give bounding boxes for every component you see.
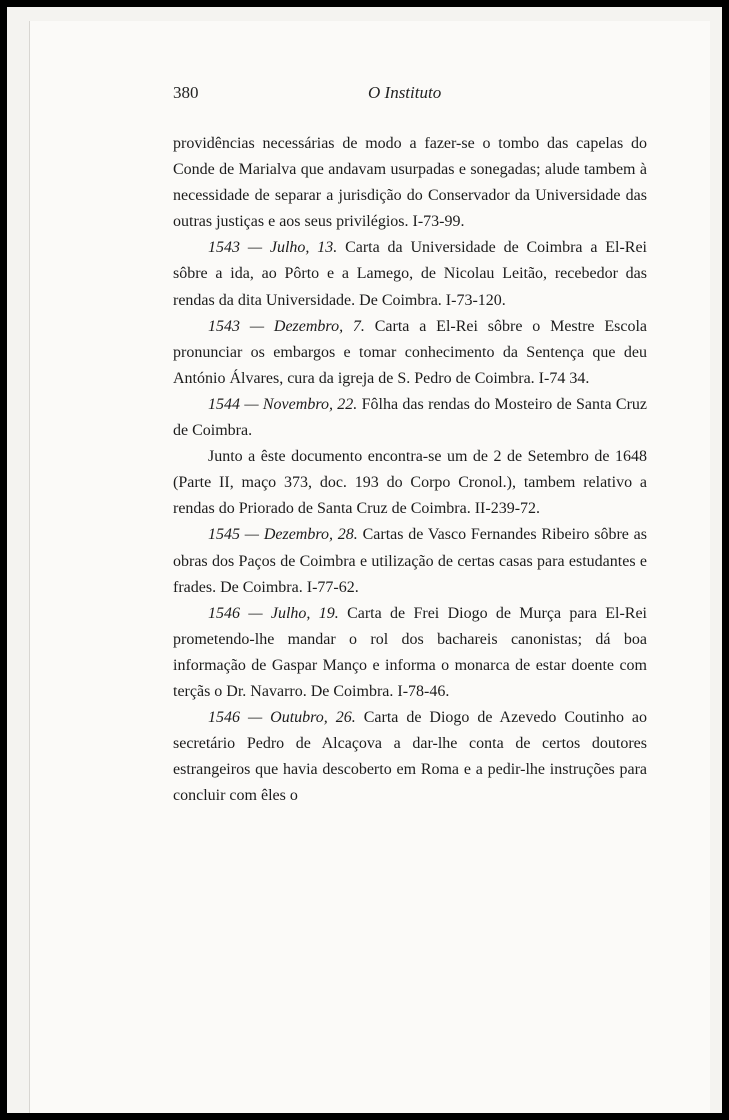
entry-paragraph [173,705,647,809]
entry-date: 1544 — Novembro, 22. [208,395,358,413]
entry-text: Fôlha das rendas do Mosteiro de Santa Cruz de Coimbra. [173,395,648,440]
entry-date: 1546 — Outubro, 26. [208,709,356,727]
page-header [30,83,710,107]
entry-paragraph [173,601,647,705]
entry-text: Carta de Diogo de Azevedo Coutinho ao secretário Pedro de Alcaçova a dar-lhe conta de certos doutores estrangeiros que havia descoberto em Roma e a pedir-lhe instruções para concluir com êles o [173,709,648,805]
entry-text: Cartas de Vasco Fernandes Ribeiro sôbre as obras dos Paços de Coimbra e utilização de certas casas para estudantes e frades. De Coimbra. I-77-62. [173,526,647,596]
entry-date: 1545 — Dezembro, 28. [208,526,358,544]
entry-paragraph [173,522,647,600]
entry-text: Carta a El-Rei sôbre o Mestre Escola pronunciar os embargos e tomar conhecimento da Sentença que deu António Álvares, cura da igreja de S. Pedro de Coimbra. I-74 34. [173,317,648,387]
running-title: O Instituto [368,83,442,102]
entry-text: Carta de Frei Diogo de Murça para El-Rei prometendo-lhe mandar o rol dos bachareis canonistas; dá boa informação de Gaspar Manço e informa o monarca de estar doente com terçãs o Dr. Navarro. De Coimbra. I-78-46. [173,604,648,700]
paragraph [173,444,647,522]
paragraph-text: Junto a êste documento encontra-se um de 2 de Setembro de 1648 (Parte II, maço 373, doc. 193 do Corpo Cronol.), tambem relativo a rendas do Priorado de Santa Cruz de Coimbra. II-239-72. [173,448,647,518]
paragraph-text: providências necessárias de modo a fazer-se o tombo das capelas do Conde de Marialva que andavam usurpadas e sonegadas; alude tambem à necessidade de separar a jurisdição do Conservador da Universidade das outras justiças e aos seus privilégios. I-73-99. [173,135,647,231]
entry-paragraph [173,235,647,313]
entry-date: 1546 — Julho, 19. [208,604,339,622]
scanned-sheet [7,7,722,1113]
entry-paragraph [173,392,647,444]
page-number: 380 [173,83,199,102]
paragraph [173,131,647,235]
entry-date: 1543 — Julho, 13. [208,239,338,257]
entry-paragraph [173,314,647,392]
page-body [173,131,647,809]
book-page [29,21,710,1113]
entry-text: Carta da Universidade de Coimbra a El-Rei sôbre a ida, ao Pôrto e a Lamego, de Nicolau Leitão, recebedor das rendas da dita Universidade. De Coimbra. I-73-120. [173,239,647,309]
entry-date: 1543 — Dezembro, 7. [208,317,365,335]
